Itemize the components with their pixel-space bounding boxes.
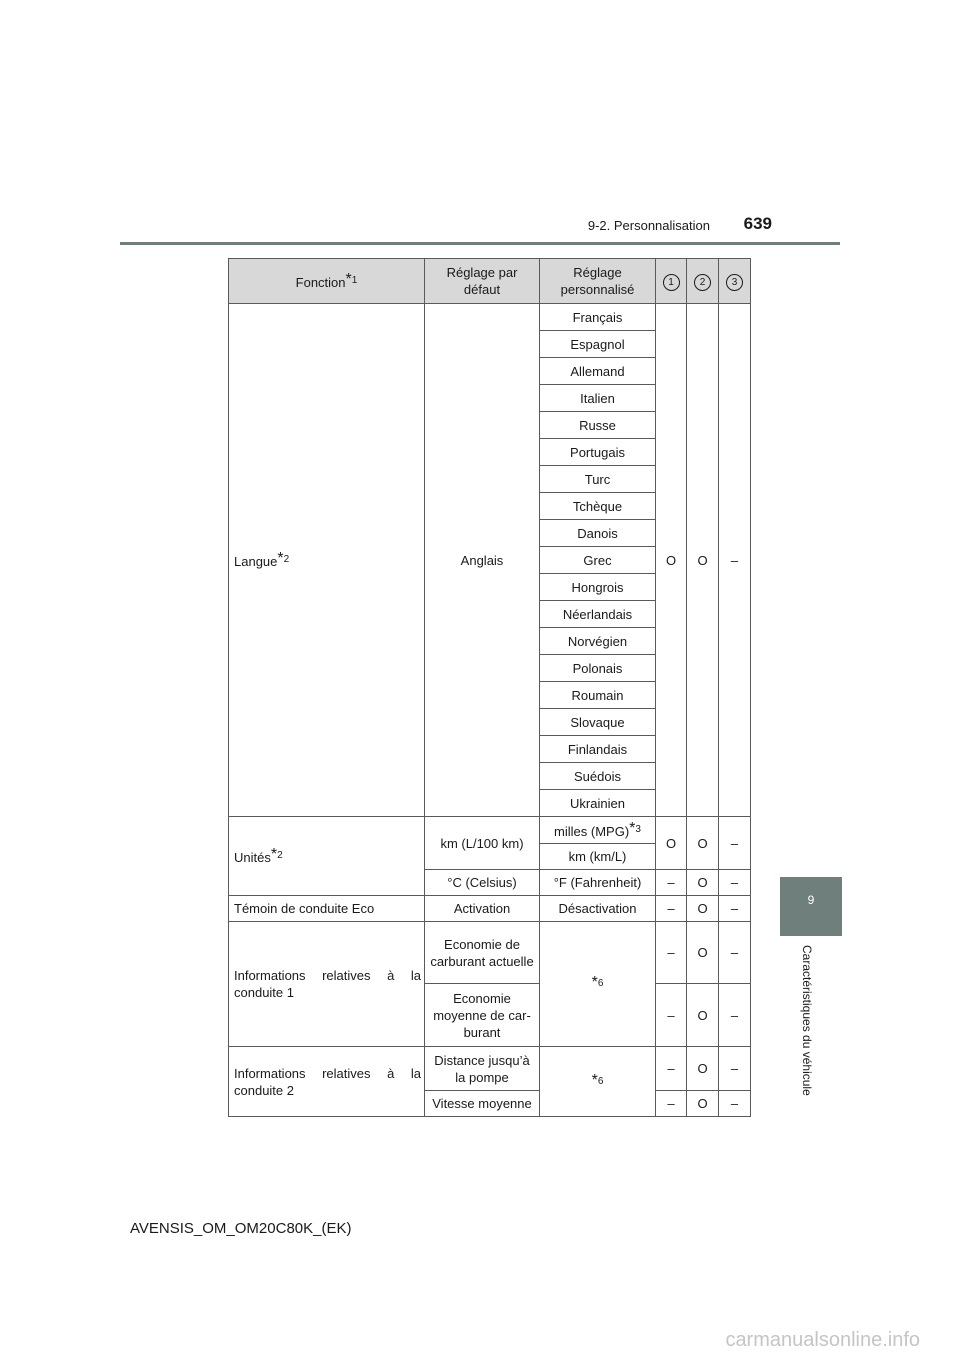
col-3 [719, 259, 751, 304]
section-title: 9-2. Personnalisation [587, 218, 710, 233]
language-option: Italien [540, 385, 656, 412]
drive-info-2-b-c3: – [719, 1091, 751, 1117]
table-row [229, 304, 751, 331]
drive-info-2-a-c2: O [687, 1047, 719, 1091]
table-header-row [229, 259, 751, 304]
drive-info-1-a-c3: – [719, 922, 751, 984]
drive-info-2-default-b: Vitesse moyenne [425, 1091, 540, 1117]
drive-info-1-b-c3: – [719, 984, 751, 1047]
col-2 [687, 259, 719, 304]
col-function: Fonction$^{*1}$ [229, 259, 425, 304]
col-default: Réglage par défaut [425, 259, 540, 304]
language-c2: O [687, 304, 719, 817]
language-option: Allemand [540, 358, 656, 385]
units-custom-a: milles (MPG)$^{*3}$ [540, 817, 656, 844]
circled-2-icon: 2 [694, 274, 711, 291]
language-option: Français [540, 304, 656, 331]
table-row [229, 1047, 751, 1091]
document-id: AVENSIS_OM_OM20C80K_(EK) [130, 1220, 352, 1237]
language-c1: O [656, 304, 687, 817]
header-divider [120, 242, 840, 245]
units-c1: O [656, 817, 687, 870]
drive-info-1-custom: *6 [540, 922, 656, 1047]
language-option: Danois [540, 520, 656, 547]
eco-custom: Désactivation [540, 896, 656, 922]
language-option: Suédois [540, 763, 656, 790]
language-option: Grec [540, 547, 656, 574]
watermark: carmanualsonline.info [725, 1329, 920, 1351]
drive-info-2-b-c2: O [687, 1091, 719, 1117]
language-option: Hongrois [540, 574, 656, 601]
drive-info-1-a-c2: O [687, 922, 719, 984]
language-option: Roumain [540, 682, 656, 709]
col-1 [656, 259, 687, 304]
drive-info-2-a-c3: – [719, 1047, 751, 1091]
drive-info-2-default-a: Distance jusqu’à la pompe [425, 1047, 540, 1091]
drive-info-1-label: Informations relatives à la conduite 1 [229, 922, 425, 1047]
language-option: Tchèque [540, 493, 656, 520]
col-custom: Réglage personnalisé [540, 259, 656, 304]
language-option: Polonais [540, 655, 656, 682]
temp-c2: O [687, 870, 719, 896]
drive-info-1-default-a: Economie de carburant actuelle [425, 922, 540, 984]
chapter-tab: 9 [780, 877, 842, 936]
table-row [229, 817, 751, 844]
eco-default: Activation [425, 896, 540, 922]
table-row [229, 896, 751, 922]
language-default: Anglais [425, 304, 540, 817]
circled-1-icon: 1 [663, 274, 680, 291]
drive-info-1-default-b: Economie moyenne de car-burant [425, 984, 540, 1047]
units-custom-b: km (km/L) [540, 844, 656, 870]
language-option: Espagnol [540, 331, 656, 358]
temp-c1: – [656, 870, 687, 896]
chapter-label: Caractéristiques du véhicule [800, 945, 814, 1096]
eco-label: Témoin de conduite Eco [229, 896, 425, 922]
settings-table [228, 258, 751, 1117]
language-c3: – [719, 304, 751, 817]
language-option: Finlandais [540, 736, 656, 763]
eco-c1: – [656, 896, 687, 922]
language-option: Turc [540, 466, 656, 493]
circled-3-icon: 3 [726, 274, 743, 291]
units-c3: – [719, 817, 751, 870]
language-label: Langue$^{*2}$ [229, 304, 425, 817]
eco-c3: – [719, 896, 751, 922]
temp-c3: – [719, 870, 751, 896]
language-option: Russe [540, 412, 656, 439]
temp-default: °C (Celsius) [425, 870, 540, 896]
eco-c2: O [687, 896, 719, 922]
units-default: km (L/100 km) [425, 817, 540, 870]
units-c2: O [687, 817, 719, 870]
units-label: Unités$^{*2}$ [229, 817, 425, 896]
language-option: Ukrainien [540, 790, 656, 817]
language-option: Néerlandais [540, 601, 656, 628]
drive-info-1-b-c2: O [687, 984, 719, 1047]
drive-info-2-a-c1: – [656, 1047, 687, 1091]
table-row [229, 922, 751, 984]
drive-info-2-label: Informations relatives à la conduite 2 [229, 1047, 425, 1117]
language-option: Slovaque [540, 709, 656, 736]
drive-info-1-b-c1: – [656, 984, 687, 1047]
drive-info-2-b-c1: – [656, 1091, 687, 1117]
page-number: 639 [743, 214, 772, 233]
temp-custom: °F (Fahrenheit) [540, 870, 656, 896]
language-option: Norvégien [540, 628, 656, 655]
language-option: Portugais [540, 439, 656, 466]
drive-info-1-a-c1: – [656, 922, 687, 984]
drive-info-2-custom: *6 [540, 1047, 656, 1117]
